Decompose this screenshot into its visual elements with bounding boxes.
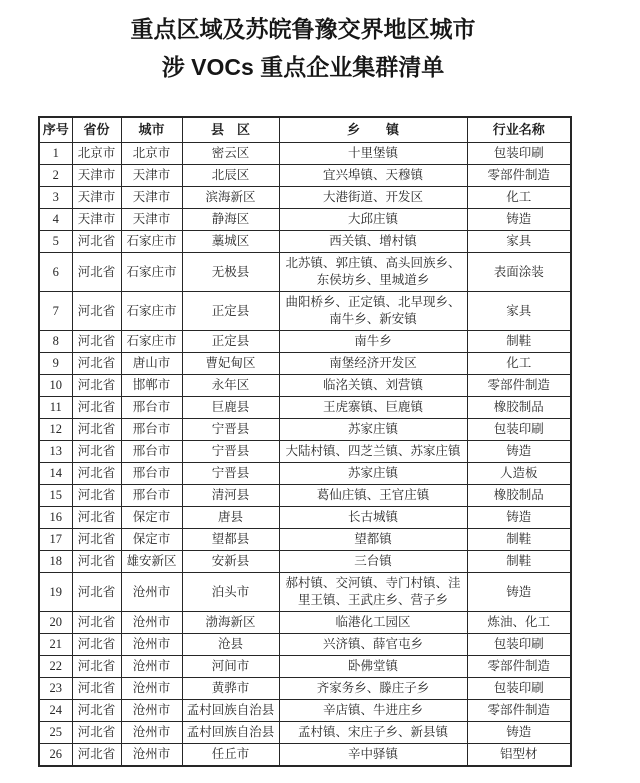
table-row bbox=[39, 573, 571, 612]
table-row bbox=[39, 292, 571, 331]
cell-industry: 铸造 bbox=[467, 441, 571, 463]
header-city: 城市 bbox=[121, 117, 182, 143]
enterprise-cluster-table bbox=[38, 116, 572, 767]
cell-township: 葛仙庄镇、王官庄镇 bbox=[279, 485, 467, 507]
cell-city: 天津市 bbox=[121, 165, 182, 187]
cell-province: 河北省 bbox=[72, 463, 121, 485]
cell-province: 河北省 bbox=[72, 700, 121, 722]
cell-city: 沧州市 bbox=[121, 744, 182, 767]
cell-industry: 包装印刷 bbox=[467, 678, 571, 700]
cell-county: 无极县 bbox=[182, 253, 279, 292]
cell-township: 孟村镇、宋庄子乡、新县镇 bbox=[279, 722, 467, 744]
cell-province: 河北省 bbox=[72, 419, 121, 441]
cell-township: 南牛乡 bbox=[279, 331, 467, 353]
cell-township: 辛店镇、牛进庄乡 bbox=[279, 700, 467, 722]
cell-no: 6 bbox=[39, 253, 72, 292]
cell-county: 正定县 bbox=[182, 292, 279, 331]
cell-city: 邢台市 bbox=[121, 463, 182, 485]
cell-province: 北京市 bbox=[72, 143, 121, 165]
cell-province: 河北省 bbox=[72, 722, 121, 744]
cell-township: 苏家庄镇 bbox=[279, 419, 467, 441]
cell-county: 孟村回族自治县 bbox=[182, 700, 279, 722]
cell-city: 沧州市 bbox=[121, 656, 182, 678]
cell-industry: 铝型材 bbox=[467, 744, 571, 767]
header-township: 乡 镇 bbox=[279, 117, 467, 143]
cell-industry: 化工 bbox=[467, 353, 571, 375]
cell-county: 渤海新区 bbox=[182, 612, 279, 634]
cell-province: 河北省 bbox=[72, 375, 121, 397]
cell-no: 25 bbox=[39, 722, 72, 744]
cell-city: 邢台市 bbox=[121, 397, 182, 419]
page-title-line2: 涉 VOCs 重点企业集群清单 bbox=[161, 54, 445, 80]
cell-township: 三台镇 bbox=[279, 551, 467, 573]
cell-city: 沧州市 bbox=[121, 722, 182, 744]
table-row bbox=[39, 419, 571, 441]
cell-county: 正定县 bbox=[182, 331, 279, 353]
cell-township: 北苏镇、郭庄镇、高头回族乡、东侯坊乡、里城道乡 bbox=[279, 253, 467, 292]
cell-city: 天津市 bbox=[121, 209, 182, 231]
cell-no: 2 bbox=[39, 165, 72, 187]
cell-no: 8 bbox=[39, 331, 72, 353]
cell-industry: 包装印刷 bbox=[467, 419, 571, 441]
cell-no: 17 bbox=[39, 529, 72, 551]
cell-no: 18 bbox=[39, 551, 72, 573]
cell-no: 13 bbox=[39, 441, 72, 463]
table-row bbox=[39, 231, 571, 253]
cell-city: 邢台市 bbox=[121, 419, 182, 441]
cell-no: 12 bbox=[39, 419, 72, 441]
cell-city: 沧州市 bbox=[121, 634, 182, 656]
cell-no: 10 bbox=[39, 375, 72, 397]
cell-county: 宁晋县 bbox=[182, 441, 279, 463]
cell-no: 24 bbox=[39, 700, 72, 722]
header-industry: 行业名称 bbox=[467, 117, 571, 143]
cell-province: 河北省 bbox=[72, 612, 121, 634]
cell-no: 5 bbox=[39, 231, 72, 253]
cell-industry: 制鞋 bbox=[467, 331, 571, 353]
cell-industry: 铸造 bbox=[467, 507, 571, 529]
cell-county: 宁晋县 bbox=[182, 463, 279, 485]
table-row bbox=[39, 485, 571, 507]
table-row bbox=[39, 331, 571, 353]
cell-no: 21 bbox=[39, 634, 72, 656]
cell-township: 临港化工园区 bbox=[279, 612, 467, 634]
table-row bbox=[39, 165, 571, 187]
cell-city: 邢台市 bbox=[121, 485, 182, 507]
cell-county: 滨海新区 bbox=[182, 187, 279, 209]
cell-province: 河北省 bbox=[72, 551, 121, 573]
cell-county: 孟村回族自治县 bbox=[182, 722, 279, 744]
cell-province: 河北省 bbox=[72, 634, 121, 656]
cell-industry: 零部件制造 bbox=[467, 375, 571, 397]
cell-township: 临洺关镇、刘营镇 bbox=[279, 375, 467, 397]
cell-city: 保定市 bbox=[121, 529, 182, 551]
cell-industry: 零部件制造 bbox=[467, 700, 571, 722]
cell-county: 安新县 bbox=[182, 551, 279, 573]
cell-industry: 包装印刷 bbox=[467, 143, 571, 165]
cell-province: 天津市 bbox=[72, 165, 121, 187]
cell-city: 石家庄市 bbox=[121, 253, 182, 292]
cell-industry: 人造板 bbox=[467, 463, 571, 485]
cell-city: 邢台市 bbox=[121, 441, 182, 463]
cell-province: 河北省 bbox=[72, 231, 121, 253]
cell-industry: 炼油、化工 bbox=[467, 612, 571, 634]
cell-industry: 铸造 bbox=[467, 209, 571, 231]
cell-province: 河北省 bbox=[72, 507, 121, 529]
table-row bbox=[39, 353, 571, 375]
cell-township: 齐家务乡、滕庄子乡 bbox=[279, 678, 467, 700]
cell-no: 23 bbox=[39, 678, 72, 700]
cell-industry: 零部件制造 bbox=[467, 165, 571, 187]
cell-township: 大陆村镇、四芝兰镇、苏家庄镇 bbox=[279, 441, 467, 463]
header-no: 序号 bbox=[39, 117, 72, 143]
table-row bbox=[39, 441, 571, 463]
page-title-line1: 重点区域及苏皖鲁豫交界地区城市 bbox=[130, 16, 476, 42]
cell-township: 大邱庄镇 bbox=[279, 209, 467, 231]
cell-province: 河北省 bbox=[72, 292, 121, 331]
table-row bbox=[39, 375, 571, 397]
cell-province: 河北省 bbox=[72, 573, 121, 612]
table-row bbox=[39, 253, 571, 292]
cell-no: 15 bbox=[39, 485, 72, 507]
cell-province: 河北省 bbox=[72, 331, 121, 353]
cell-industry: 铸造 bbox=[467, 722, 571, 744]
cell-county: 静海区 bbox=[182, 209, 279, 231]
page-title bbox=[0, 10, 606, 86]
cell-county: 宁晋县 bbox=[182, 419, 279, 441]
cell-county: 唐县 bbox=[182, 507, 279, 529]
cell-no: 11 bbox=[39, 397, 72, 419]
table-row bbox=[39, 143, 571, 165]
cell-province: 河北省 bbox=[72, 353, 121, 375]
cell-city: 石家庄市 bbox=[121, 231, 182, 253]
cell-province: 河北省 bbox=[72, 253, 121, 292]
cell-township: 望都镇 bbox=[279, 529, 467, 551]
cell-township: 郝村镇、交河镇、寺门村镇、洼里王镇、王武庄乡、营子乡 bbox=[279, 573, 467, 612]
cell-no: 7 bbox=[39, 292, 72, 331]
cell-city: 邯郸市 bbox=[121, 375, 182, 397]
cell-industry: 制鞋 bbox=[467, 551, 571, 573]
cell-city: 石家庄市 bbox=[121, 292, 182, 331]
cell-city: 石家庄市 bbox=[121, 331, 182, 353]
cell-province: 河北省 bbox=[72, 485, 121, 507]
cell-city: 天津市 bbox=[121, 187, 182, 209]
table-row bbox=[39, 678, 571, 700]
cell-township: 长古城镇 bbox=[279, 507, 467, 529]
table-row bbox=[39, 722, 571, 744]
cell-no: 22 bbox=[39, 656, 72, 678]
table-row bbox=[39, 551, 571, 573]
table-row bbox=[39, 209, 571, 231]
cell-no: 4 bbox=[39, 209, 72, 231]
cell-industry: 家具 bbox=[467, 231, 571, 253]
table-row bbox=[39, 612, 571, 634]
cell-industry: 橡胶制品 bbox=[467, 485, 571, 507]
cell-township: 宜兴埠镇、天穆镇 bbox=[279, 165, 467, 187]
cell-city: 沧州市 bbox=[121, 573, 182, 612]
cell-city: 北京市 bbox=[121, 143, 182, 165]
cell-no: 16 bbox=[39, 507, 72, 529]
cell-township: 王虎寨镇、巨鹿镇 bbox=[279, 397, 467, 419]
table-row bbox=[39, 529, 571, 551]
cell-no: 9 bbox=[39, 353, 72, 375]
cell-province: 天津市 bbox=[72, 209, 121, 231]
cell-township: 南堡经济开发区 bbox=[279, 353, 467, 375]
cell-industry: 零部件制造 bbox=[467, 656, 571, 678]
cell-county: 泊头市 bbox=[182, 573, 279, 612]
cell-province: 河北省 bbox=[72, 529, 121, 551]
cell-industry: 表面涂装 bbox=[467, 253, 571, 292]
header-county: 县 区 bbox=[182, 117, 279, 143]
cell-province: 河北省 bbox=[72, 397, 121, 419]
cell-township: 辛中驿镇 bbox=[279, 744, 467, 767]
cell-county: 永年区 bbox=[182, 375, 279, 397]
cell-county: 黄骅市 bbox=[182, 678, 279, 700]
cell-township: 大港街道、开发区 bbox=[279, 187, 467, 209]
cell-city: 沧州市 bbox=[121, 612, 182, 634]
cell-industry: 橡胶制品 bbox=[467, 397, 571, 419]
cell-county: 北辰区 bbox=[182, 165, 279, 187]
cell-city: 雄安新区 bbox=[121, 551, 182, 573]
header-province: 省份 bbox=[72, 117, 121, 143]
cell-township: 曲阳桥乡、正定镇、北早现乡、南牛乡、新安镇 bbox=[279, 292, 467, 331]
cell-county: 密云区 bbox=[182, 143, 279, 165]
cell-county: 沧县 bbox=[182, 634, 279, 656]
cell-county: 望都县 bbox=[182, 529, 279, 551]
cell-no: 3 bbox=[39, 187, 72, 209]
cell-township: 西关镇、增村镇 bbox=[279, 231, 467, 253]
cell-industry: 铸造 bbox=[467, 573, 571, 612]
cell-county: 河间市 bbox=[182, 656, 279, 678]
cell-county: 藁城区 bbox=[182, 231, 279, 253]
table-row bbox=[39, 187, 571, 209]
table-row bbox=[39, 656, 571, 678]
cell-industry: 包装印刷 bbox=[467, 634, 571, 656]
cell-no: 19 bbox=[39, 573, 72, 612]
table-row bbox=[39, 397, 571, 419]
table-row bbox=[39, 634, 571, 656]
cell-no: 20 bbox=[39, 612, 72, 634]
cell-province: 河北省 bbox=[72, 678, 121, 700]
cell-industry: 家具 bbox=[467, 292, 571, 331]
cell-industry: 化工 bbox=[467, 187, 571, 209]
cell-industry: 制鞋 bbox=[467, 529, 571, 551]
cell-province: 河北省 bbox=[72, 656, 121, 678]
cell-city: 沧州市 bbox=[121, 678, 182, 700]
cell-county: 曹妃甸区 bbox=[182, 353, 279, 375]
cell-city: 保定市 bbox=[121, 507, 182, 529]
cell-no: 26 bbox=[39, 744, 72, 767]
cell-township: 兴济镇、薛官屯乡 bbox=[279, 634, 467, 656]
cell-county: 清河县 bbox=[182, 485, 279, 507]
cell-township: 苏家庄镇 bbox=[279, 463, 467, 485]
cell-township: 卧佛堂镇 bbox=[279, 656, 467, 678]
table-row bbox=[39, 463, 571, 485]
cell-no: 14 bbox=[39, 463, 72, 485]
table-row bbox=[39, 700, 571, 722]
table-header-row bbox=[39, 117, 571, 143]
cell-county: 巨鹿县 bbox=[182, 397, 279, 419]
cell-no: 1 bbox=[39, 143, 72, 165]
table-row bbox=[39, 744, 571, 767]
cell-county: 任丘市 bbox=[182, 744, 279, 767]
cell-province: 河北省 bbox=[72, 744, 121, 767]
cell-city: 唐山市 bbox=[121, 353, 182, 375]
cell-province: 天津市 bbox=[72, 187, 121, 209]
cell-township: 十里堡镇 bbox=[279, 143, 467, 165]
cell-city: 沧州市 bbox=[121, 700, 182, 722]
cell-province: 河北省 bbox=[72, 441, 121, 463]
table-row bbox=[39, 507, 571, 529]
